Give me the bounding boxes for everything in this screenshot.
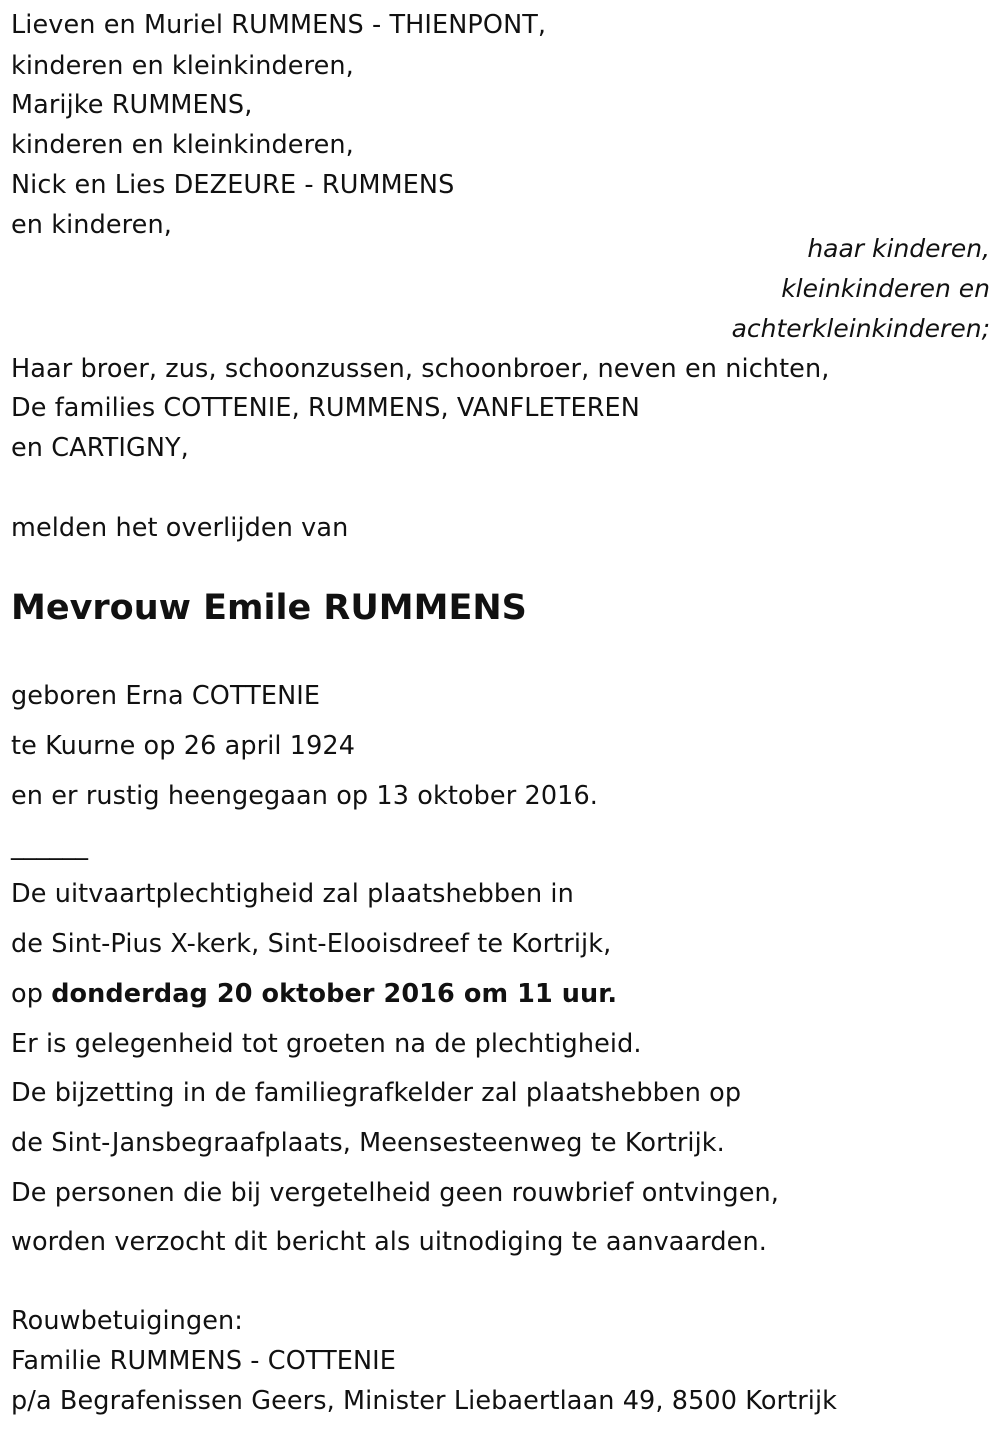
ceremony-date: donderdag 20 oktober 2016 om 11 uur. [51, 979, 618, 1009]
family-line-5: Nick en Lies DEZEURE - RUMMENS [11, 170, 455, 200]
relatives-line-1: Haar broer, zus, schoonzussen, schoonbroer, neven en nichten, [11, 354, 830, 384]
caption-line-3: achterkleinkinderen; [731, 314, 990, 343]
ceremony-line-1: De uitvaartplechtigheid zal plaatshebben in [11, 879, 574, 909]
family-line-6: en kinderen, [11, 210, 172, 240]
ceremony-line-2: de Sint-Pius X-kerk, Sint-Elooisdreef te Kortrijk, [11, 929, 612, 959]
relatives-line-3: en CARTIGNY, [11, 433, 189, 463]
caption-line-2: kleinkinderen en [781, 274, 990, 303]
ceremony-line-7: De personen die bij vergetelheid geen rouwbrief ontvingen, [11, 1178, 779, 1208]
ceremony-line-5: De bijzetting in de familiegrafkelder zal plaatshebben op [11, 1078, 742, 1108]
detail-line-3: en er rustig heengegaan op 13 oktober 2016. [11, 781, 599, 811]
family-line-1: Lieven en Muriel RUMMENS - THIENPONT, [11, 10, 547, 40]
ceremony-date-prefix: op [11, 979, 52, 1009]
ceremony-line-4: Er is gelegenheid tot groeten na de plechtigheid. [11, 1029, 642, 1059]
relatives-line-2: De families COTTENIE, RUMMENS, VANFLETEREN [11, 393, 640, 423]
ceremony-line-6: de Sint-Jansbegraafplaats, Meensesteenweg te Kortrijk. [11, 1128, 725, 1158]
detail-line-2: te Kuurne op 26 april 1924 [11, 731, 356, 761]
caption-line-1: haar kinderen, [807, 234, 990, 263]
condolences-address: p/a Begrafenissen Geers, Minister Liebaertlaan 49, 8500 Kortrijk [11, 1386, 838, 1416]
family-line-2: kinderen en kleinkinderen, [11, 51, 354, 81]
deceased-name: Mevrouw Emile RUMMENS [11, 588, 527, 628]
ceremony-line-3 [11, 979, 617, 1009]
ceremony-line-8: worden verzocht dit bericht als uitnodiging te aanvaarden. [11, 1227, 767, 1257]
family-line-3: Marijke RUMMENS, [11, 90, 253, 120]
condolences-name: Familie RUMMENS - COTTENIE [11, 1346, 397, 1376]
announcement-text: melden het overlijden van [11, 513, 349, 543]
condolences-label: Rouwbetuigingen: [11, 1306, 243, 1336]
detail-line-1: geboren Erna COTTENIE [11, 681, 321, 711]
separator-line: ______ [11, 831, 89, 861]
family-line-4: kinderen en kleinkinderen, [11, 130, 354, 160]
